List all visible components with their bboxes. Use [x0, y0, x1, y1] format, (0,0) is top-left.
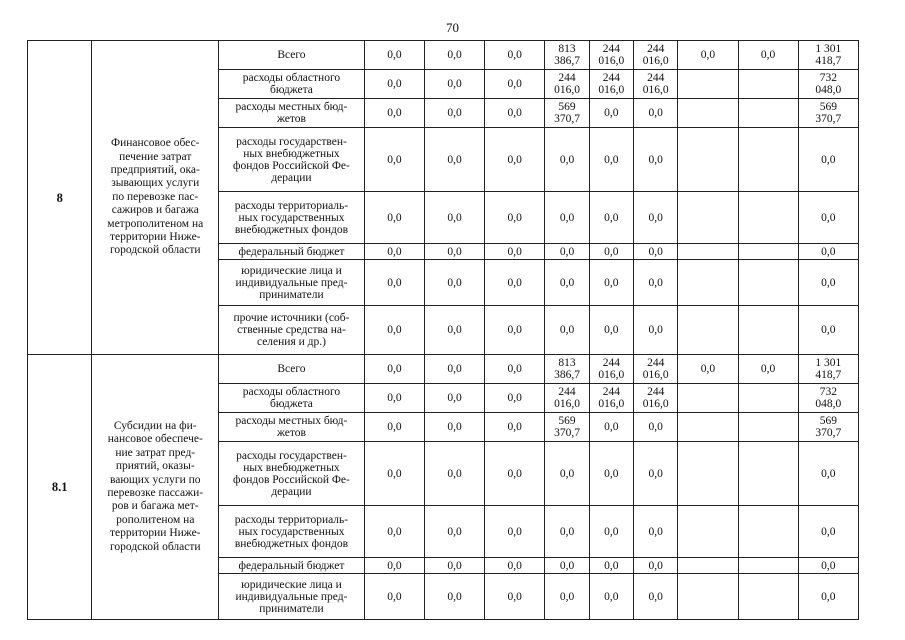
funding-source: Всего [219, 41, 365, 70]
value-cell: 0,0 [364, 506, 424, 558]
value-cell: 0,0 [424, 128, 484, 192]
section-name [92, 41, 219, 355]
scan-edge [895, 0, 905, 640]
funding-source: расходы областного бюджета [219, 70, 365, 99]
value-cell [738, 413, 798, 442]
section-name-line: территории Ниже- [109, 231, 201, 244]
section-name-line: по перевозке пас- [112, 190, 199, 203]
value-cell: 0,0 [589, 558, 633, 574]
value-cell: 0,0 [364, 413, 424, 442]
value-cell: 569 370,7 [798, 99, 858, 128]
value-cell: 0,0 [545, 506, 589, 558]
funding-source: расходы государствен- ных внебюджетных фондов Российской Фе- дерации [219, 442, 365, 506]
value-cell: 0,0 [364, 558, 424, 574]
section-name-line: Финансовое обес- [111, 137, 200, 150]
value-cell: 0,0 [545, 128, 589, 192]
value-cell: 0,0 [634, 192, 678, 244]
value-cell [738, 574, 798, 620]
value-cell: 0,0 [485, 442, 545, 506]
value-cell: 0,0 [798, 128, 858, 192]
value-cell: 244 016,0 [634, 384, 678, 413]
value-cell: 732 048,0 [798, 384, 858, 413]
value-cell: 569 370,7 [798, 413, 858, 442]
value-cell [678, 506, 738, 558]
value-cell: 0,0 [589, 306, 633, 355]
value-cell: 0,0 [634, 244, 678, 260]
value-cell: 0,0 [424, 574, 484, 620]
value-cell: 0,0 [798, 506, 858, 558]
section-name-line: сажиров и багажа [111, 204, 199, 217]
section-name-line: вающих услуги по [109, 473, 201, 486]
value-cell [678, 70, 738, 99]
value-cell: 0,0 [424, 355, 484, 384]
value-cell: 244 016,0 [634, 41, 678, 70]
value-cell: 0,0 [738, 355, 798, 384]
value-cell [738, 384, 798, 413]
value-cell: 0,0 [424, 192, 484, 244]
value-cell: 0,0 [589, 192, 633, 244]
value-cell: 0,0 [364, 128, 424, 192]
value-cell [678, 260, 738, 306]
value-cell: 0,0 [485, 558, 545, 574]
value-cell: 0,0 [485, 260, 545, 306]
value-cell: 0,0 [634, 260, 678, 306]
value-cell: 0,0 [424, 260, 484, 306]
value-cell: 244 016,0 [634, 70, 678, 99]
value-cell [738, 558, 798, 574]
value-cell: 0,0 [798, 192, 858, 244]
value-cell: 813 386,7 [545, 355, 589, 384]
value-cell: 0,0 [545, 244, 589, 260]
value-cell: 0,0 [364, 99, 424, 128]
value-cell: 0,0 [545, 574, 589, 620]
value-cell [678, 128, 738, 192]
funding-source: расходы территориаль- ных государственных внебюджетных фондов [219, 192, 365, 244]
value-cell: 0,0 [798, 244, 858, 260]
section-name-line: городской области [109, 540, 201, 553]
table-row [28, 41, 859, 70]
page-number: 70 [446, 20, 459, 35]
value-cell [738, 506, 798, 558]
value-cell [678, 306, 738, 355]
value-cell [738, 192, 798, 244]
value-cell: 244 016,0 [589, 355, 633, 384]
value-cell: 0,0 [634, 506, 678, 558]
value-cell: 569 370,7 [545, 99, 589, 128]
section-name-line: приятий, оказы- [115, 460, 195, 473]
funding-source: расходы местных бюд- жетов [219, 413, 365, 442]
value-cell [678, 413, 738, 442]
value-cell: 0,0 [485, 128, 545, 192]
value-cell: 0,0 [634, 574, 678, 620]
value-cell: 0,0 [364, 41, 424, 70]
value-cell [738, 244, 798, 260]
value-cell: 0,0 [485, 99, 545, 128]
value-cell [678, 244, 738, 260]
funding-source: юридические лица и индивидуальные пред- приниматели [219, 574, 365, 620]
value-cell: 0,0 [485, 70, 545, 99]
value-cell: 0,0 [485, 306, 545, 355]
funding-source: прочие источники (соб- ственные средства на- селения и др.) [219, 306, 365, 355]
value-cell: 0,0 [485, 413, 545, 442]
value-cell: 0,0 [678, 355, 738, 384]
section-name-line: территории Ниже- [109, 527, 201, 540]
value-cell: 0,0 [364, 244, 424, 260]
value-cell: 0,0 [634, 413, 678, 442]
value-cell: 0,0 [798, 558, 858, 574]
value-cell: 569 370,7 [545, 413, 589, 442]
funding-source: расходы областного бюджета [219, 384, 365, 413]
value-cell: 0,0 [485, 41, 545, 70]
table-row [28, 355, 859, 384]
value-cell [678, 192, 738, 244]
value-cell: 0,0 [634, 558, 678, 574]
value-cell: 0,0 [424, 41, 484, 70]
value-cell: 0,0 [589, 260, 633, 306]
value-cell: 0,0 [738, 41, 798, 70]
funding-source: расходы территориаль- ных государственных внебюджетных фондов [219, 506, 365, 558]
value-cell: 0,0 [798, 260, 858, 306]
funding-source: Всего [219, 355, 365, 384]
value-cell: 0,0 [589, 244, 633, 260]
value-cell [738, 70, 798, 99]
value-cell [678, 384, 738, 413]
value-cell: 244 016,0 [545, 384, 589, 413]
value-cell: 0,0 [485, 192, 545, 244]
value-cell: 0,0 [424, 558, 484, 574]
value-cell: 0,0 [634, 306, 678, 355]
value-cell: 0,0 [424, 244, 484, 260]
value-cell: 0,0 [364, 70, 424, 99]
value-cell [678, 442, 738, 506]
value-cell: 0,0 [364, 384, 424, 413]
value-cell: 0,0 [424, 506, 484, 558]
value-cell: 0,0 [485, 355, 545, 384]
section-name-line: зывающих услуги [111, 177, 200, 190]
value-cell: 0,0 [485, 506, 545, 558]
section-name-line: ров и багажа мет- [111, 500, 199, 513]
section-name-line: Субсидии на фи- [113, 419, 197, 432]
funding-source: юридические лица и индивидуальные пред- приниматели [219, 260, 365, 306]
value-cell [678, 99, 738, 128]
value-cell: 0,0 [424, 442, 484, 506]
value-cell: 0,0 [545, 558, 589, 574]
value-cell: 732 048,0 [798, 70, 858, 99]
section-name-line: предприятий, ока- [110, 163, 200, 176]
value-cell: 244 016,0 [589, 384, 633, 413]
section-name-line: печение затрат [119, 150, 192, 163]
value-cell: 0,0 [798, 574, 858, 620]
value-cell: 244 016,0 [545, 70, 589, 99]
section-number: 8 [28, 41, 92, 355]
value-cell: 0,0 [424, 70, 484, 99]
value-cell: 0,0 [424, 99, 484, 128]
value-cell: 0,0 [545, 192, 589, 244]
section-name-line: ние затрат пред- [115, 446, 196, 459]
value-cell: 0,0 [678, 41, 738, 70]
section-name-line: городской области [109, 244, 201, 257]
value-cell: 0,0 [798, 306, 858, 355]
budget-table [27, 40, 859, 620]
value-cell [738, 260, 798, 306]
value-cell: 0,0 [634, 99, 678, 128]
value-cell: 1 301 418,7 [798, 41, 858, 70]
value-cell [738, 306, 798, 355]
value-cell: 0,0 [589, 413, 633, 442]
value-cell: 0,0 [634, 128, 678, 192]
value-cell: 813 386,7 [545, 41, 589, 70]
section-name-line: перевозке пассажи- [107, 487, 204, 499]
value-cell: 0,0 [589, 506, 633, 558]
value-cell: 0,0 [364, 306, 424, 355]
value-cell: 0,0 [485, 574, 545, 620]
value-cell: 0,0 [364, 574, 424, 620]
value-cell: 0,0 [798, 442, 858, 506]
value-cell: 0,0 [485, 244, 545, 260]
value-cell: 244 016,0 [589, 70, 633, 99]
value-cell: 0,0 [545, 306, 589, 355]
value-cell: 244 016,0 [589, 41, 633, 70]
section-name-line: нансовое обеспече- [107, 433, 203, 446]
value-cell: 1 301 418,7 [798, 355, 858, 384]
value-cell: 0,0 [634, 442, 678, 506]
value-cell: 0,0 [364, 442, 424, 506]
value-cell [738, 442, 798, 506]
section-name [92, 355, 219, 620]
value-cell: 0,0 [589, 442, 633, 506]
value-cell [678, 558, 738, 574]
funding-source: федеральный бюджет [219, 244, 365, 260]
value-cell: 0,0 [589, 128, 633, 192]
value-cell: 0,0 [364, 355, 424, 384]
section-number: 8.1 [28, 355, 92, 620]
value-cell: 0,0 [589, 99, 633, 128]
value-cell: 244 016,0 [634, 355, 678, 384]
value-cell: 0,0 [545, 442, 589, 506]
value-cell: 0,0 [424, 413, 484, 442]
value-cell: 0,0 [364, 260, 424, 306]
value-cell [738, 99, 798, 128]
value-cell: 0,0 [424, 384, 484, 413]
value-cell: 0,0 [364, 192, 424, 244]
value-cell: 0,0 [424, 306, 484, 355]
funding-source: федеральный бюджет [219, 558, 365, 574]
section-name-line: метрополитеном на [107, 217, 204, 230]
value-cell [738, 128, 798, 192]
funding-source: расходы местных бюд- жетов [219, 99, 365, 128]
section-name-line: рополитеном на [116, 513, 195, 526]
value-cell [678, 574, 738, 620]
value-cell: 0,0 [545, 260, 589, 306]
value-cell: 0,0 [589, 574, 633, 620]
value-cell: 0,0 [485, 384, 545, 413]
funding-source: расходы государствен- ных внебюджетных фондов Российской Фе- дерации [219, 128, 365, 192]
